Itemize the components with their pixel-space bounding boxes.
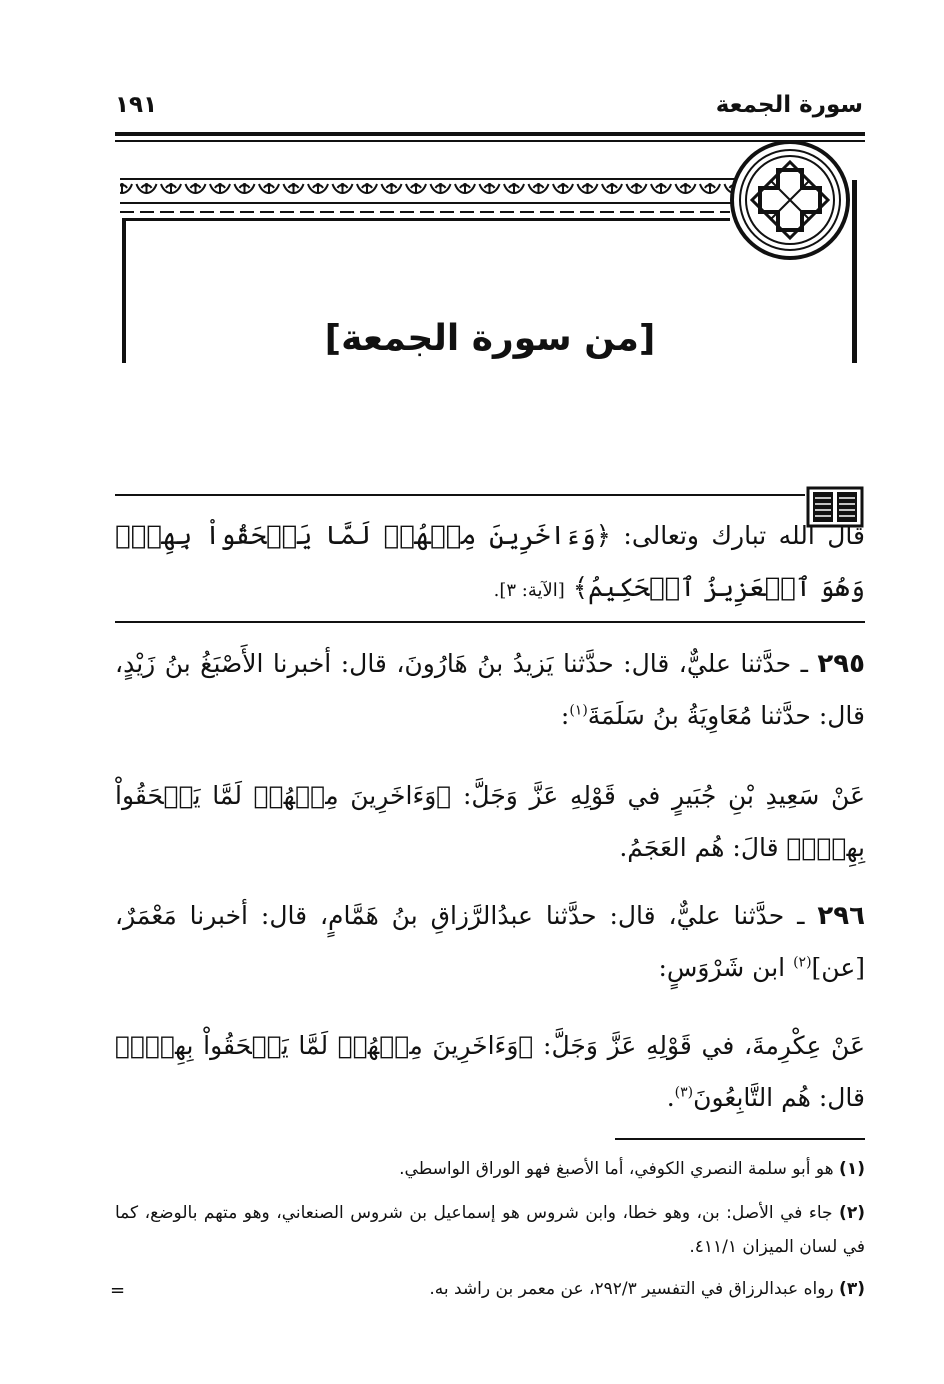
footnote-text: هو أبو سلمة النصري الكوفي، أما الأصبغ فهو الوراق الواسطي. <box>399 1159 834 1179</box>
hadith-296-matn <box>115 1020 865 1124</box>
hadith-number: ٢٩٥ <box>817 649 865 679</box>
footnote-number: (٣) <box>839 1279 865 1299</box>
hadith-isnad: ـ حدَّثنا عليٌّ، قال: حدَّثنا عبدُالرَّزاقِ بنُ هَمَّامٍ، قال: أخبرنا مَعْمَرٌ، [عن] <box>115 901 865 982</box>
ayah-intro: قال الله تبارك وتعالى: <box>623 521 865 550</box>
footnote-3 <box>115 1272 865 1306</box>
ayah-rule-bottom <box>115 621 865 623</box>
hadith-matn: عَنْ عِكْرِمةَ، في قَوْلِهِ عَزَّ وَجَلَّ: ﴿وَءَاخَرِينَ مِنۡهُمۡ لَمَّا يَلۡحَقُواْ بِهِمۡۚ﴾ قال: هُم التَّابِعُونَ <box>115 1031 865 1112</box>
hadith-295-matn: عَنْ سَعِيدِ بْنِ جُبَيرٍ في قَوْلِهِ عَزَّ وَجَلَّ: ﴿وَءَاخَرِينَ مِنۡهُمۡ لَمَّا يَلۡحَقُواْ بِهِمۡۚ﴾ قالَ: هُم العَجَمُ. <box>115 781 865 862</box>
rosette-icon <box>732 142 848 258</box>
running-header <box>115 88 863 122</box>
ayah-reference: [الآية: ٣]. <box>493 580 565 601</box>
header-rule <box>115 132 865 136</box>
chapter-title: [من سورة الجمعة] <box>324 318 656 359</box>
footnote-1 <box>115 1152 865 1186</box>
ayah-verse: ﴿وَءَاخَرِينَ مِنۡهُمۡ لَمَّا يَلۡحَقُواْ بِهِمۡۚ وَهُوَ ٱلۡعَزِيزُ ٱلۡحَكِيمُ﴾ <box>115 521 865 603</box>
footnote-marker: (١) <box>569 702 588 719</box>
ayah-paragraph <box>115 510 865 617</box>
hadith-isnad-end: : <box>560 701 570 730</box>
hadith-isnad-end: ابن شَرْوَسٍ: <box>658 953 786 982</box>
hadith-number: ٢٩٦ <box>817 901 865 931</box>
running-surah-title: سورة الجمعة <box>715 92 863 118</box>
footnote-text: جاء في الأصل: بن، وهو خطا، وابن شروس هو إسماعيل بن شروس الصنعاني، وهو متهم بالوضع، كما في لسان الميزان ٤١١/١. <box>115 1203 865 1257</box>
hadith-295-isnad <box>115 638 865 742</box>
footnote-marker: (٢) <box>793 954 812 971</box>
footnote-rule <box>615 1138 865 1140</box>
footnote-number: (١) <box>839 1159 865 1179</box>
hadith-isnad: ـ حدَّثنا عليٌّ، قال: حدَّثنا يَزيدُ بنُ هَارُونَ، قال: أخبرنا الأَصْبَغُ بنُ زَيْدٍ، قال: حدَّثنا مُعَاوِيَةُ بنُ سَلَمَةَ <box>115 649 865 730</box>
hadith-296-isnad <box>115 890 865 994</box>
page-marker: = <box>110 1280 126 1301</box>
footnote-text: رواه عبدالرزاق في التفسير ٢٩٢/٣، عن معمر بن راشد به. <box>429 1279 834 1299</box>
footnote-marker: (٣) <box>674 1084 694 1101</box>
page-number: ١٩١ <box>115 92 158 118</box>
ayah-rule-top <box>115 494 805 496</box>
hadith-matn-end: . <box>666 1083 675 1112</box>
footnote-2 <box>115 1196 865 1264</box>
footnote-number: (٢) <box>839 1203 865 1223</box>
